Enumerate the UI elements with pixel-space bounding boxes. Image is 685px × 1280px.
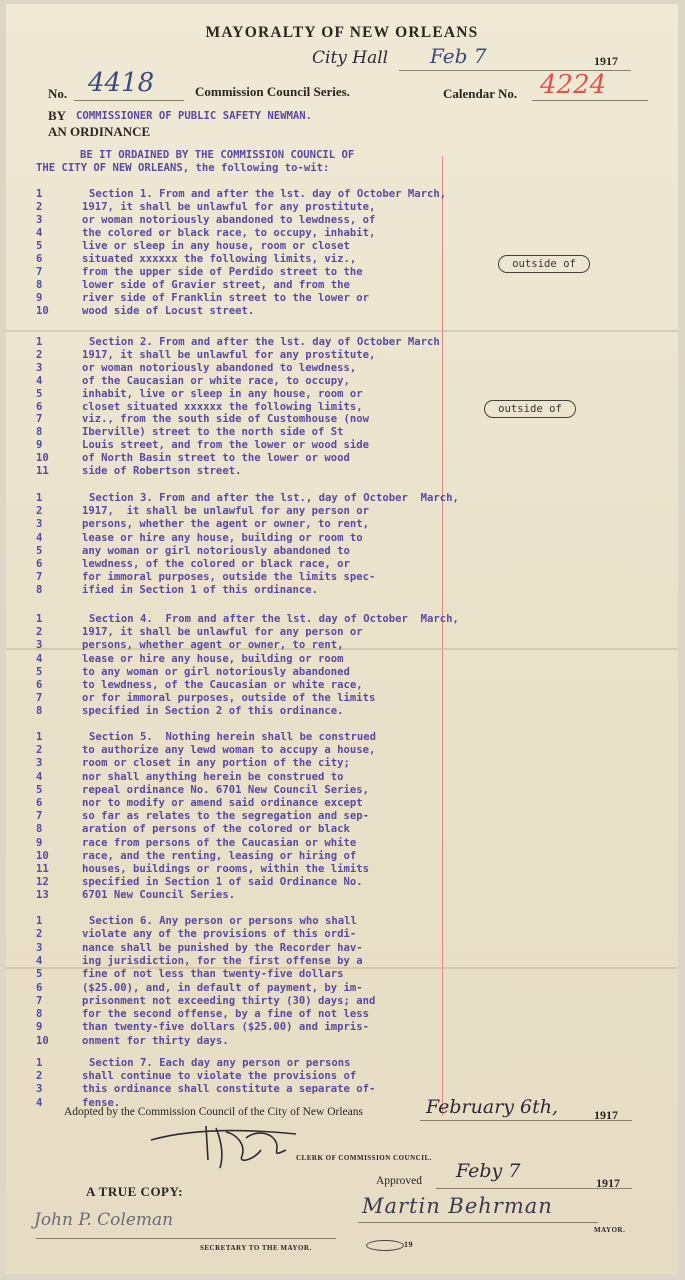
line-number: 3	[36, 941, 43, 954]
line-number: 8	[36, 705, 43, 718]
line-number: 3	[36, 518, 43, 531]
section-line: closet situated xxxxxx the following limits,	[82, 400, 363, 413]
line-number: 6	[36, 679, 43, 691]
section-line: this ordinance shall constitute a separate of-	[82, 1083, 376, 1096]
ordinance-label: AN ORDINANCE	[48, 124, 151, 139]
section-line: shall continue to violate the provisions of	[82, 1070, 357, 1083]
line-number: 9	[36, 836, 43, 849]
section-line: 6701 New Council Series.	[82, 889, 236, 902]
section-line: so far as relates to the segregation and sep-	[82, 810, 370, 823]
section-line: prisonment not exceeding thirty (30) days; and	[82, 994, 376, 1007]
line-number: 7	[36, 692, 43, 705]
mayor-underline	[358, 1222, 598, 1223]
mayor-signature: Martin Behrman	[362, 1194, 553, 1218]
line-number: 8	[36, 279, 43, 291]
section-line: for immoral purposes, outside the limits spec-	[82, 571, 376, 584]
line-number: 2	[36, 928, 43, 941]
section-line: Section 5. Nothing herein shall be construed	[89, 731, 377, 743]
adopted-date-handwritten: February 6th,	[426, 1096, 559, 1118]
fold-line	[6, 330, 678, 332]
section-line: or for immoral purposes, outside of the limits	[82, 692, 376, 705]
printer-mark-icon	[366, 1240, 404, 1251]
section-line: 1917, it shall be unlawful for any prostitute,	[82, 201, 376, 213]
line-number: 7	[36, 413, 43, 426]
line-number: 2	[36, 201, 43, 213]
preamble-line: BE IT ORDAINED BY THE COMMISSION COUNCIL OF	[80, 149, 355, 161]
section-line: live or sleep in any house, room or closet	[82, 240, 350, 252]
section-line: room or closet in any portion of the city;	[82, 757, 350, 770]
line-number: 9	[36, 292, 43, 304]
line-number: 4	[36, 374, 43, 387]
line-number: 5	[36, 544, 43, 557]
document-page	[6, 4, 678, 1274]
sponsor-text: COMMISSIONER OF PUBLIC SAFETY NEWMAN.	[76, 110, 312, 122]
line-number: 10	[36, 1034, 49, 1047]
city-hall-label: City Hall	[312, 48, 389, 68]
section-line: lease or hire any house, building or room	[82, 652, 344, 665]
line-number: 11	[36, 863, 49, 875]
section-line: than twenty-five dollars ($25.00) and impris-	[82, 1021, 370, 1034]
section-line: Iberville) street to the north side of St	[82, 426, 344, 439]
approved-label: Approved	[376, 1175, 422, 1187]
section-line: ing jurisdiction, for the first offense by a	[82, 954, 363, 967]
by-label: BY	[48, 108, 67, 123]
clerk-label: CLERK OF COMMISSION COUNCIL.	[296, 1154, 432, 1162]
line-number: 7	[36, 810, 43, 823]
line-number: 1	[36, 613, 43, 625]
section-line: ified in Section 1 of this ordinance.	[82, 584, 318, 597]
section-line: Section 3. From and after the lst., day of October March,	[89, 492, 459, 504]
line-number: 4	[36, 954, 43, 967]
section-line: nor to modify or amend said ordinance except	[82, 797, 363, 809]
line-number: 9	[36, 439, 43, 452]
section-line: or woman notoriously abandoned to lewdness,	[82, 361, 357, 374]
line-number: 6	[36, 253, 43, 265]
section-line: nor shall anything herein be construed to	[82, 770, 344, 783]
line-number: 4	[36, 227, 43, 239]
section-line: repeal ordinance No. 6701 New Council Series,	[82, 783, 370, 796]
line-number: 3	[36, 639, 43, 652]
line-number: 11	[36, 465, 49, 477]
section-line: the colored or black race, to occupy, inhabit,	[82, 227, 376, 239]
line-number: 10	[36, 452, 49, 465]
section-line: viz., from the south side of Customhouse (now	[82, 413, 370, 426]
line-number: 5	[36, 665, 43, 678]
line-number: 2	[36, 744, 43, 757]
line-number: 8	[36, 1008, 43, 1021]
section-line: inhabit, live or sleep in any house, room or	[82, 387, 363, 400]
section-line: fine of not less than twenty-five dollars	[82, 968, 344, 981]
line-number: 2	[36, 505, 43, 518]
line-number: 5	[36, 240, 43, 252]
page-title: MAYORALTY OF NEW ORLEANS	[205, 24, 479, 41]
line-number: 8	[36, 584, 43, 597]
line-number: 13	[36, 889, 49, 902]
line-number: 10	[36, 305, 49, 317]
section-line: Louis street, and from the lower or wood side	[82, 439, 370, 452]
section-line: of the Caucasian or white race, to occupy,	[82, 374, 350, 387]
calendar-label: Calendar No.	[443, 86, 518, 101]
section-line: any woman or girl notoriously abandoned to	[82, 544, 350, 557]
section-line: to lewdness, of the Caucasian or white race,	[82, 679, 363, 691]
line-number: 5	[36, 783, 43, 796]
section-line: Section 7. Each day any person or persons	[89, 1057, 351, 1069]
section-line: lower side of Gravier street, and from the	[82, 279, 350, 291]
number-label: No.	[48, 86, 68, 101]
section-line: or woman notoriously abandoned to lewdness, of	[82, 214, 376, 226]
section-line: lease or hire any house, building or room to	[82, 531, 363, 544]
line-number: 2	[36, 626, 43, 639]
date-handwritten: Feb 7	[430, 44, 487, 68]
section-line: for the second offense, by a fine of not less	[82, 1008, 370, 1021]
section-line: 1917, it shall be unlawful for any person or	[82, 505, 370, 518]
section-line: Section 4. From and after the lst. day of October March,	[89, 613, 459, 625]
line-number: 3	[36, 1083, 43, 1096]
line-number: 8	[36, 426, 43, 439]
section-line: 1917, it shall be unlawful for any prostitute,	[82, 348, 376, 361]
line-number: 7	[36, 994, 43, 1007]
line-number: 3	[36, 361, 43, 374]
year-printed: 1917	[594, 54, 618, 68]
line-number: 1	[36, 1057, 43, 1069]
section-line: situated xxxxxx the following limits, viz.,	[82, 253, 357, 265]
line-number: 2	[36, 348, 43, 361]
series-label: Commission Council Series.	[195, 84, 350, 99]
adopted-text: Adopted by the Commission Council of the City of New Orleans	[64, 1106, 363, 1118]
section-line: specified in Section 1 of said Ordinance No.	[82, 876, 363, 889]
section-line: aration of persons of the colored or black	[82, 823, 350, 836]
section-line: side of Robertson street.	[82, 465, 242, 477]
number-underline	[74, 100, 184, 101]
ordinance-number: 4418	[88, 68, 155, 98]
correction-oval: outside of	[498, 255, 590, 273]
line-number: 3	[36, 757, 43, 770]
approved-year: 1917	[596, 1176, 620, 1190]
section-line: Section 6. Any person or persons who shall	[89, 915, 357, 927]
secretary-underline	[36, 1238, 336, 1239]
line-number: 3	[36, 214, 43, 226]
line-number: 8	[36, 823, 43, 836]
section-line: race from persons of the Caucasian or white	[82, 836, 357, 849]
section-line: ($25.00), and, in default of payment, by im-	[82, 981, 363, 994]
line-number: 4	[36, 652, 43, 665]
margin-rule	[442, 156, 443, 1116]
calendar-number: 4224	[540, 70, 607, 100]
line-number: 10	[36, 849, 49, 862]
line-number: 4	[36, 1096, 43, 1109]
section-line: Section 2. From and after the lst. day of October March	[89, 336, 440, 348]
line-number: 4	[36, 770, 43, 783]
line-number: 6	[36, 400, 43, 413]
line-number: 5	[36, 387, 43, 400]
line-number: 6	[36, 797, 43, 809]
section-line: specified in Section 2 of this ordinance.	[82, 705, 344, 718]
section-line: Section 1. From and after the lst. day of October March,	[89, 188, 447, 200]
correction-oval: outside of	[484, 400, 576, 418]
section-line: onment for thirty days.	[82, 1034, 229, 1047]
section-line: race, and the renting, leasing or hiring of	[82, 849, 357, 862]
line-number: 5	[36, 968, 43, 981]
line-number: 2	[36, 1070, 43, 1083]
printer-mark-number: 19	[404, 1240, 413, 1249]
calendar-underline	[532, 100, 648, 101]
section-line: persons, whether the agent or owner, to rent,	[82, 518, 370, 531]
line-number: 4	[36, 531, 43, 544]
line-number: 9	[36, 1021, 43, 1034]
section-line: nance shall be punished by the Recorder hav-	[82, 941, 363, 954]
section-line: to authorize any lewd woman to accupy a house,	[82, 744, 376, 757]
section-line: persons, whether agent or owner, to rent,	[82, 639, 344, 652]
line-number: 7	[36, 571, 43, 584]
secretary-label: SECRETARY TO THE MAYOR.	[200, 1244, 312, 1252]
line-number: 1	[36, 915, 43, 927]
approved-date-handwritten: Feby 7	[456, 1160, 521, 1182]
line-number: 6	[36, 558, 43, 570]
section-line: lewdness, of the colored or black race, or	[82, 558, 350, 570]
section-line: from the upper side of Perdido street to the	[82, 266, 363, 278]
mayor-label: MAYOR.	[594, 1226, 626, 1234]
preamble-line: THE CITY OF NEW ORLEANS, the following to-wit:	[36, 162, 330, 174]
section-line: fense.	[82, 1096, 121, 1109]
clerk-signature	[146, 1120, 306, 1172]
secretary-signature: John P. Coleman	[34, 1210, 174, 1230]
line-number: 1	[36, 188, 43, 200]
line-number: 1	[36, 492, 43, 504]
line-number: 12	[36, 876, 49, 889]
section-line: 1917, it shall be unlawful for any person or	[82, 626, 363, 639]
line-number: 1	[36, 336, 43, 348]
section-line: river side of Franklin street to the lower or	[82, 292, 370, 304]
section-line: wood side of Locust street.	[82, 305, 255, 317]
section-line: violate any of the provisions of this ordi-	[82, 928, 357, 941]
section-line: of North Basin street to the lower or wood	[82, 452, 350, 465]
true-copy-label: A TRUE COPY:	[86, 1184, 184, 1199]
line-number: 1	[36, 731, 43, 743]
line-number: 6	[36, 981, 43, 994]
line-number: 7	[36, 266, 43, 278]
adopted-year: 1917	[594, 1108, 618, 1122]
section-line: houses, buildings or rooms, within the limits	[82, 863, 370, 875]
section-line: to any woman or girl notoriously abandoned	[82, 665, 350, 678]
